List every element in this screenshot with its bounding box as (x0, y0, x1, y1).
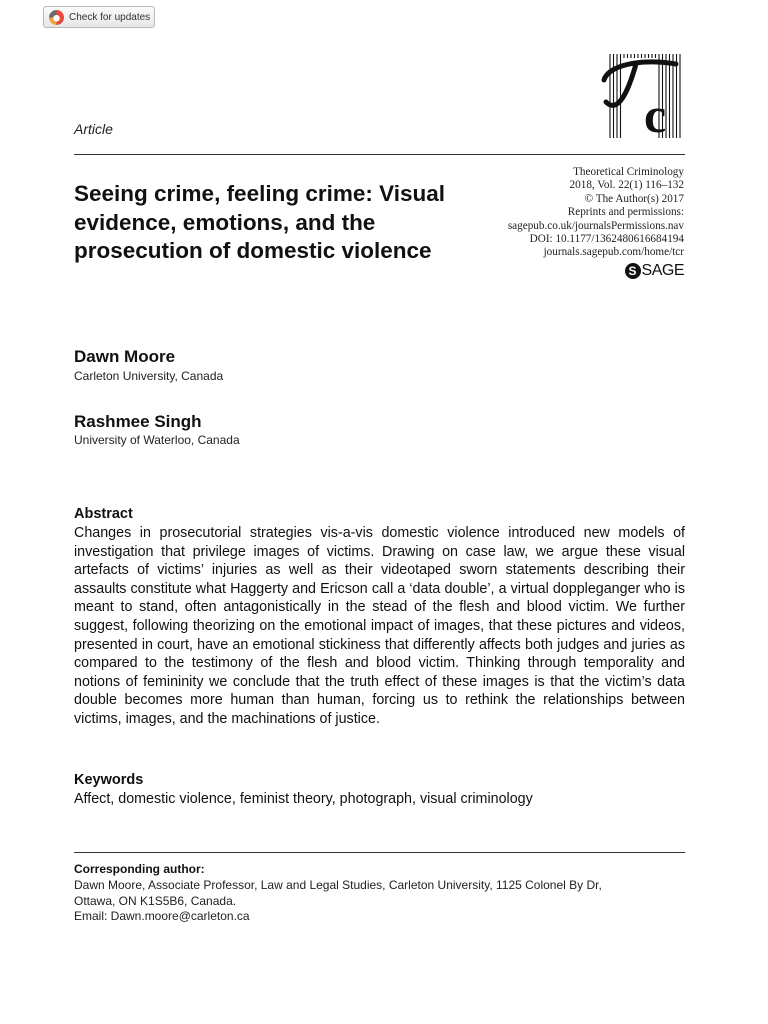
reprints-line: Reprints and permissions: (567, 206, 684, 219)
journal-citation: 2018, Vol. 22(1) 116–132 (569, 179, 684, 192)
keywords-heading: Keywords (74, 772, 144, 788)
corresponding-author-details (74, 878, 685, 925)
crossmark-icon (49, 10, 64, 25)
journal-logo (598, 52, 686, 140)
corresponding-author-heading: Corresponding author: (74, 862, 205, 876)
keywords-text: Affect, domestic violence, feminist theory, photograph, visual criminology (74, 791, 533, 807)
copyright-line: © The Author(s) 2017 (584, 192, 684, 205)
sage-mark-icon: S (625, 263, 641, 279)
footnote-divider (74, 852, 685, 853)
check-for-updates-label: Check for updates (69, 11, 151, 23)
doi-link[interactable]: DOI: 10.1177/1362480616684194 (529, 233, 684, 246)
header-divider (74, 154, 685, 155)
author-affiliation: Carleton University, Canada (74, 369, 224, 383)
abstract-text: Changes in prosecutorial strategies vis-a-vis domestic violence introduced new models of investigation that privilege images of victims. Drawing on case law, we argue these visual artefacts of victims’ injuries as well as their videotaped sworn statements describing their assaults constitute what Haggerty and Ericson call a ‘data double’, a virtual doppleganger who is meant to stand, often antagonistically in the stead of the flesh and blood victim. We further suggest, following theorizing on the emotional impact of images, that these pictures and videos, presented in court, have an emotional stickiness that differently affects both judges and juries as compared to the testimony of the flesh and blood victim. Thinking through temporality and notions of femininity we conclude that the truth effect of these images is that the victim’s data double becomes more human than human, forcing us to rethink the relationships between victims, images, and the machinations of justice. (74, 525, 685, 727)
corresponding-address-line: Ottawa, ON K1S5B6, Canada. (74, 893, 237, 908)
corresponding-address-line: Dawn Moore, Associate Professor, Law and Legal Studies, Carleton University, 1125 Colonel By Dr, (74, 878, 602, 892)
abstract-heading: Abstract (74, 506, 133, 522)
journal-home-link[interactable]: journals.sagepub.com/home/tcr (543, 246, 684, 259)
article-type-label: Article (74, 121, 113, 137)
author-name: Rashmee Singh (74, 412, 202, 431)
author-name: Dawn Moore (74, 347, 176, 366)
article-title: Seeing crime, feeling crime: Visual evidence, emotions, and the prosecution of domestic violence (74, 181, 445, 263)
journal-name: Theoretical Criminology (573, 166, 684, 178)
check-for-updates-button[interactable] (43, 6, 155, 28)
publisher-name: SAGE (641, 262, 684, 279)
svg-text:c: c (644, 87, 667, 140)
corresponding-email[interactable]: Email: Dawn.moore@carleton.ca (74, 909, 250, 923)
permissions-link[interactable]: sagepub.co.uk/journalsPermissions.nav (507, 219, 684, 232)
author-affiliation: University of Waterloo, Canada (74, 433, 240, 447)
sage-logo (625, 262, 684, 280)
